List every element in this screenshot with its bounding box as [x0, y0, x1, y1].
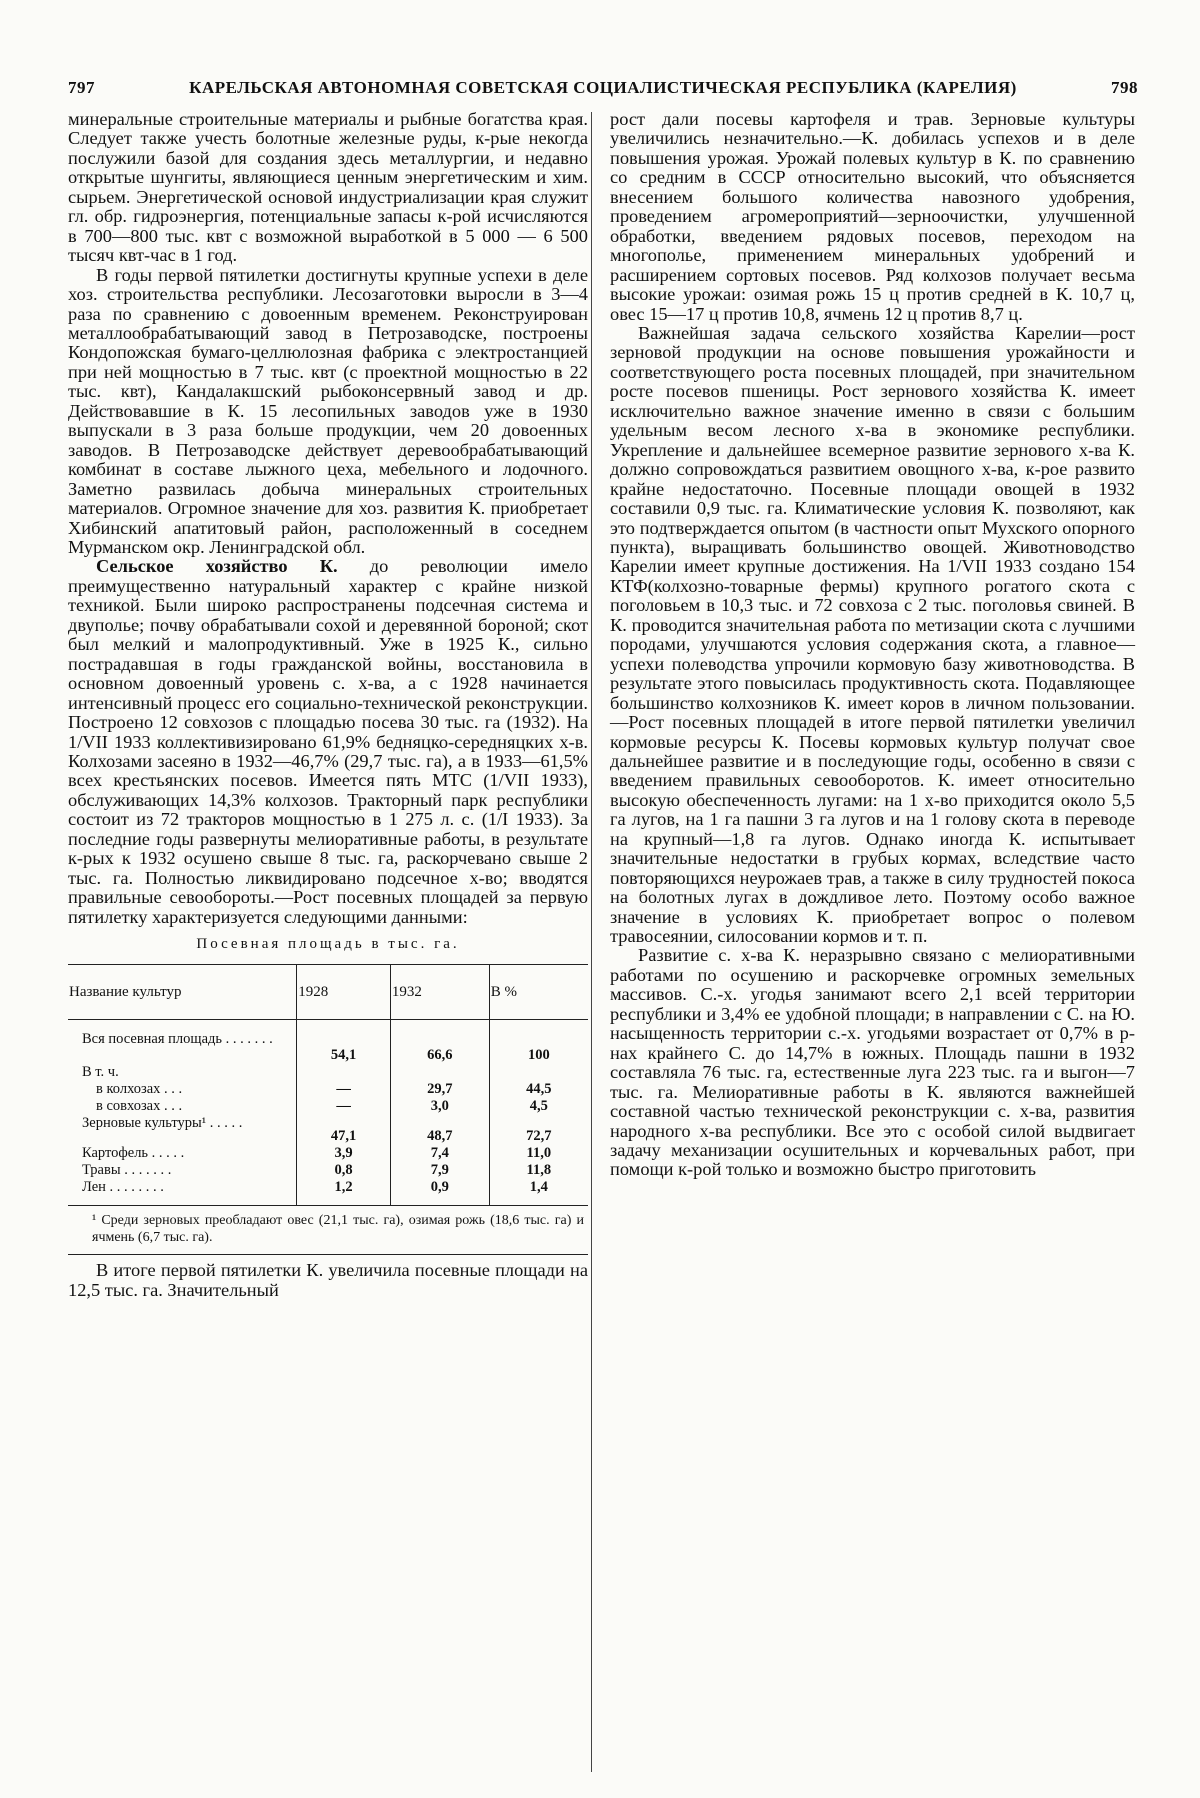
- table-row: [68, 1081, 588, 1098]
- table-cell: Травы . . . . . . .: [82, 1162, 172, 1179]
- column-header: В %: [489, 965, 588, 1020]
- paragraph: В годы первой пятилетки достигнуты крупные успехи в деле хоз. строительства республики. Лесозаготовки выросли в 3—4 раза по сравнению с довоенным временем. Реконструирован металлообрабатывающий завод в Петрозаводске, построены Кондопожская бумаго-целлюлозная фабрика с электростанцией при ней мощностью в 7 тыс. квт (с проектной мощностью в 22 тыс. квт), Кандалакшский рыбоконсервный завод и др. Действовавшие в К. 15 лесопильных заводов уже в 1930 выпускали в 3 раза больше продукции, чем 20 довоенных заводов. В Петрозаводске действует деревообрабатывающий комбинат в составе лыжного цеха, мебельного и лодочного. Заметно развилась добыча минеральных строительных материалов. Огромное значение для хоз. развития К. приобретает Хибинский апатитовый район, расположенный в соседнем Мурманском окр. Ленинградской обл.: [68, 264, 588, 557]
- table-cell: 3,9: [297, 1145, 391, 1162]
- right-column: [610, 110, 1135, 1180]
- data-table: [68, 964, 588, 1206]
- table-cell: в совхозах . . .: [96, 1098, 183, 1115]
- column-header: 1928: [297, 965, 391, 1020]
- table-row: [68, 1145, 588, 1162]
- paragraph: В итоге первой пятилетки К. увеличила посевные площади на 12,5 тыс. га. Значительный: [68, 1260, 588, 1300]
- table-cell: Картофель . . . . .: [82, 1145, 185, 1162]
- table-row: [68, 1115, 588, 1145]
- table-cell: 100: [489, 1020, 588, 1065]
- left-column: [68, 110, 588, 1300]
- paragraph-text: до революции имело преимущественно натуральный характер с крайне низкой техникой. Были широко распространены подсечная система и двуполье; почву обрабатывали сохой и деревянной бороной; скот был мелкий и малопродуктивный. Уже в 1925 К., сильно пострадавшая в годы гражданской войны, восстановила в основном довоенный уровень с. х-ва, а с 1928 начинается интенсивный процесс его социально-технической реконструкции. Построено 12 совхозов с площадью посева 30 тыс. га (1932). На 1/VII 1933 коллективизировано 61,9% бедняцко-середняцких х-в. Колхозами засеяно в 1932—46,7% (29,7 тыс. га), а в 1933—61,5% всех крестьянских посевов. Имеется пять МТС (1/VII 1933), обслуживающих 14,3% колхозов. Тракторный парк республики состоит из 72 тракторов мощностью в 1 275 л. с. (1/I 1933). За последние годы развернуты мелиоративные работы, в результате к-рых к 1932 осушено свыше 8 тыс. га, раскорчевано свыше 2 тыс. га. Полностью ликвидировано подсечное х-во; вводятся правильные севообороты.—Рост посевных площадей за первую пятилетку характеризуется следующими данными:: [68, 556, 588, 927]
- table-cell: [390, 1064, 489, 1081]
- table-cell: в колхозах . . .: [96, 1081, 183, 1098]
- running-title: КАРЕЛЬСКАЯ АВТОНОМНАЯ СОВЕТСКАЯ СОЦИАЛИСТИЧЕСКАЯ РЕСПУБЛИКА (КАРЕЛИЯ): [189, 78, 1017, 97]
- table-cell: В т. ч.: [82, 1064, 119, 1081]
- page-number-right: 798: [1111, 78, 1138, 97]
- page-header: [68, 78, 1138, 102]
- table-cell: 48,7: [390, 1115, 489, 1145]
- table-cell: 7,4: [390, 1145, 489, 1162]
- paragraph: рост дали посевы картофеля и трав. Зерновые культуры увеличились незначительно.—К. добилась успехов и в деле повышения урожая. Урожай полевых культур в К. по сравнению со средним в СССР относительно высокий, что объясняется внесением большого количества навозного удобрения, проведением агромероприятий—зерноочистки, улучшенной обработки, введением рядовых посевов, переходом на многополье, применением минеральных удобрений и расширением сортовых посевов. Ряд колхозов получает весьма высокие урожаи: озимая рожь 15 ц против средней в К. 10,7 ц, овес 15—17 ц против 10,8, ячмень 12 ц против 8,7 ц.: [610, 109, 1135, 324]
- table-cell: 7,9: [390, 1162, 489, 1179]
- sown-area-table: [68, 935, 588, 1255]
- table-cell: 54,1: [297, 1020, 391, 1065]
- table-cell: 72,7: [489, 1115, 588, 1145]
- paragraph: Важнейшая задача сельского хозяйства Карелии—рост зерновой продукции на основе повышения урожайности и соответствующего роста посевных площадей, при значительном росте посевов пшеницы. Рост зернового хозяйства К. имеет исключительно важное значение именно в связи с большим удельным весом лесного х-ва в экономике республики. Укрепление и дальнейшее всемерное развитие зернового х-ва К. должно сопровождаться развитием овощного х-ва, к-рое развито крайне недостаточно. Посевные площади овощей в 1932 составили 0,9 тыс. га. Климатические условия К. позволяют, как это подтверждается опытом (в частности опыт Мухского опорного пункта), выращивать большинство овощей. Животноводство Карелии имеет крупные достижения. На 1/VII 1933 создано 154 КТФ(колхозно-товарные фермы) крупного рогатого скота с поголовьем в 10,3 тыс. и 72 совхоза с 2 тыс. поголовья свиней. В К. проводится значительная работа по метизации скота с лучшими породами, улучшаются условия содержания скота, а главное—успехи полеводства упрочили кормовую базу животноводства. В результате этого повысилась продуктивность скота. Подавляющее большинство колхозников К. имеет коров в личном пользовании.—Рост посевных площадей в итоге первой пятилетки увеличил кормовые ресурсы К. Посевы кормовых культур получат свое дальнейшее развитие и в последующие годы, особенно в связи с введением правильных севооборотов. К. имеет относительно высокую обеспеченность лугами: на 1 х-во приходится около 5,5 га лугов, на 1 га пашни 3 га лугов и на 1 голову скота в переводе на крупный—1,8 га лугов. Однако иногда К. испытывает значительные недостатки в грубых кормах, вследствие часто повторяющихся неурожаев трав, а также в силу трудностей покоса на болотных лугах в дождливое лето. Поэтому особо важное значение в условиях К. приобретает вопрос о полевом травосеянии, силосовании кормов и т. п.: [610, 322, 1135, 947]
- table-cell: —: [297, 1098, 391, 1115]
- table-cell: 3,0: [390, 1098, 489, 1115]
- table-cell: Зерновые культуры¹ . . . . .: [82, 1115, 243, 1132]
- paragraph: минеральные строительные материалы и рыбные богатства края. Следует также учесть болотные железные руды, к-рые некогда послужили базой для создания здесь металлургии, и недавно открытые шунгиты, являющиеся ценным энергетическим и хим. сырьем. Энергетической основой индустриализации края служит гл. обр. гидроэнергия, потенциальные запасы к-рой исчисляются в 700—800 тыс. квт с возможной выработкой в 5 000 — 6 500 тысяч квт-час в 1 год.: [68, 109, 588, 266]
- paragraph: Развитие с. х-ва К. неразрывно связано с мелиоративными работами по осушению и раскорчевке огромных земельных массивов. С.-х. угодья занимают всего 2,1 всей территории республики и 3,4% ее удобной площади; в направлении с С. на Ю. насыщенность территории с.-х. угодьями возрастает от 0,7% в р-нах крайнего С. до 14,7% в южных. Площадь пашни в 1932 составляла 76 тыс. га, естественные луга 223 тыс. га и выгон—7 тыс. га. Мелиоративные работы в К. являются важнейшей составной частью технической реконструкции с. х-ва, развития народного х-ва республики. Все это с особой силой выдвигает задачу механизации осушительных и корчевальных работ, при помощи к-рой только и возможно быстро приготовить: [610, 945, 1135, 1180]
- table-row: [68, 1064, 588, 1081]
- table-cell: 1,4: [489, 1179, 588, 1206]
- table-cell: [297, 1064, 391, 1081]
- table-cell: 66,6: [390, 1020, 489, 1065]
- paragraph: [68, 557, 588, 927]
- table-cell: 11,0: [489, 1145, 588, 1162]
- table-cell: 47,1: [297, 1115, 391, 1145]
- table-cell: 44,5: [489, 1081, 588, 1098]
- table-cell: 0,8: [297, 1162, 391, 1179]
- table-cell: 11,8: [489, 1162, 588, 1179]
- table-row: [68, 1020, 588, 1065]
- column-divider: [591, 112, 592, 1772]
- column-header: Название культур: [68, 965, 297, 1020]
- table-cell: 0,9: [390, 1179, 489, 1206]
- table-cell: Лен . . . . . . . .: [68, 1179, 297, 1206]
- table-cell: [489, 1064, 588, 1081]
- column-header: 1932: [390, 965, 489, 1020]
- table-row: [68, 1098, 588, 1115]
- table-footnote: ¹ Среди зерновых преобладают овес (21,1 тыс. га), озимая рожь (18,6 тыс. га) и ячмень (6,7 тыс. га).: [68, 1206, 588, 1255]
- section-heading: Сельское хозяйство К.: [96, 556, 338, 577]
- table-caption: Посевная площадь в тыс. га.: [196, 936, 460, 953]
- table-row: [68, 1179, 588, 1206]
- table-header-row: [68, 965, 588, 1020]
- table-row: [68, 1162, 588, 1179]
- table-cell: Вся посевная площадь . . . . . . .: [82, 1031, 273, 1048]
- table-cell: 29,7: [390, 1081, 489, 1098]
- table-cell: —: [297, 1081, 391, 1098]
- page-number-left: 797: [68, 78, 95, 97]
- table-cell: 1,2: [297, 1179, 391, 1206]
- table-cell: 4,5: [489, 1098, 588, 1115]
